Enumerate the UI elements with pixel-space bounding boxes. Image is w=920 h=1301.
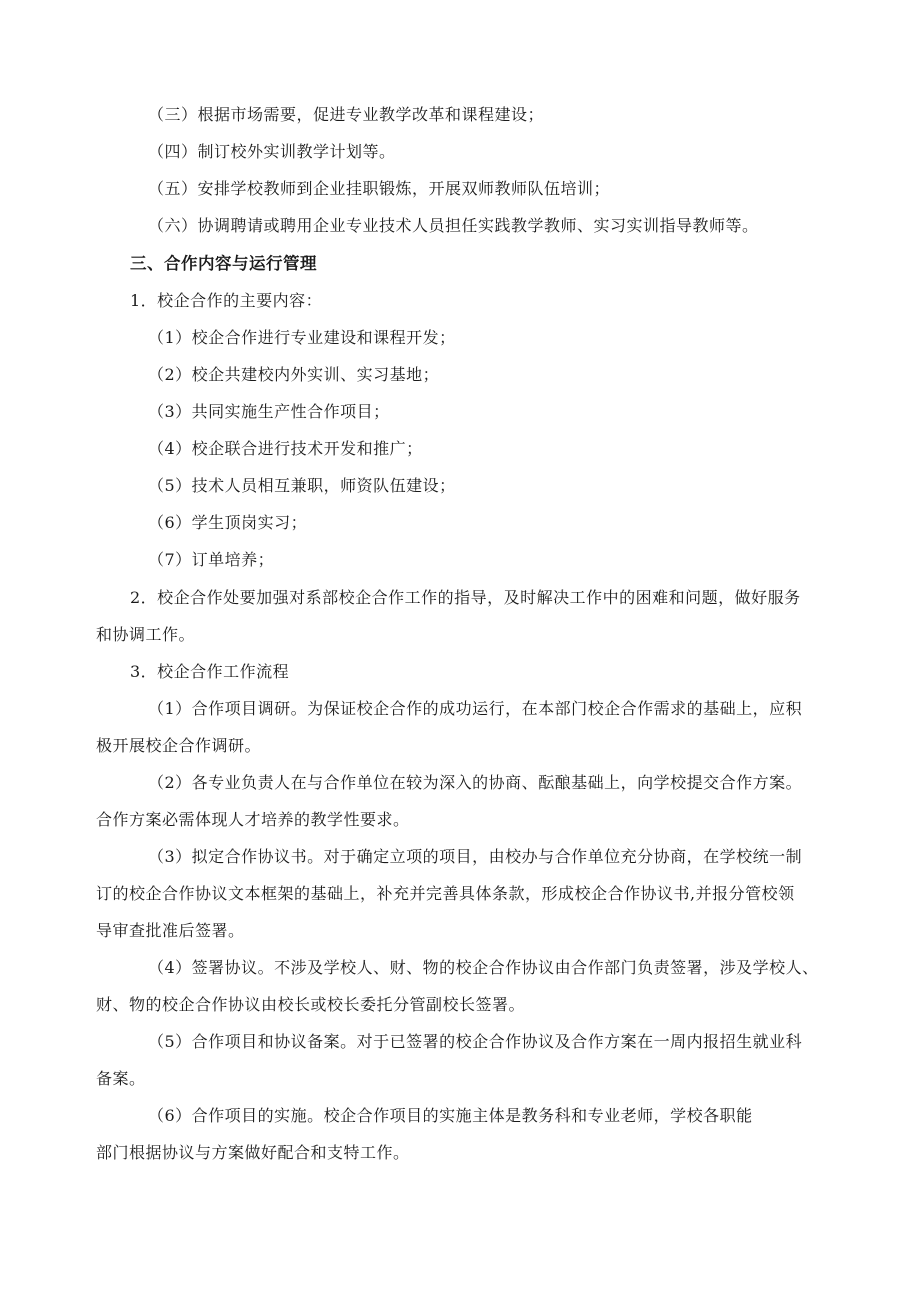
- text-line: 导审查批准后签署。: [96, 921, 245, 940]
- text-line: 部门根据协议与方案做好配合和支特工作。: [96, 1143, 410, 1162]
- text-line: （1）校企合作进行专业建设和课程开发；: [148, 328, 456, 347]
- text-line: （4）签署协议。不涉及学校人、财、物的校企合作协议由合作部门负责签署，涉及学校人、: [148, 958, 819, 977]
- text-line: （2）各专业负责人在与合作单位在较为深入的协商、酝酿基础上，向学校提交合作方案。: [148, 773, 803, 792]
- text-line: 订的校企合作协议文本框架的基础上，补充并完善具体条款，形成校企合作协议书,并报分管校领: [96, 884, 795, 903]
- section-heading: 三、合作内容与运行管理: [130, 254, 317, 273]
- text-line: （四）制订校外实训教学计划等。: [148, 142, 396, 161]
- text-line: 2．校企合作处要加强对系部校企合作工作的指导，及时解决工作中的困难和问题，做好服务: [130, 588, 801, 607]
- text-line: （3）拟定合作协议书。对于确定立项的项目，由校办与合作单位充分协商，在学校统一制: [148, 847, 803, 866]
- text-line: （4）校企联合进行技术开发和推广；: [148, 439, 423, 458]
- text-line: 1．校企合作的主要内容：: [130, 291, 323, 310]
- text-line: 备案。: [96, 1069, 146, 1088]
- text-line: （五）安排学校教师到企业挂职锻炼，开展双师教师队伍培训；: [148, 179, 611, 198]
- text-line: 3．校企合作工作流程: [130, 662, 290, 681]
- text-line: （7）订单培养；: [148, 550, 275, 569]
- text-line: （三）根据市场需要，促进专业教学改革和课程建设；: [148, 105, 545, 124]
- text-line: 极开展校企合作调研。: [96, 736, 262, 755]
- text-line: 和协调工作。: [96, 625, 196, 644]
- text-line: 合作方案必需体现人才培养的教学性要求。: [96, 810, 410, 829]
- text-line: （5）技术人员相互兼职，师资队伍建设；: [148, 476, 456, 495]
- text-line: （1）合作项目调研。为保证校企合作的成功运行，在本部门校企合作需求的基础上，应积: [148, 699, 803, 718]
- text-line: （3）共同实施生产性合作项目；: [148, 402, 390, 421]
- text-line: （六）协调聘请或聘用企业专业技术人员担任实践教学教师、实习实训指导教师等。: [148, 216, 759, 235]
- text-line: （5）合作项目和协议备案。对于已签署的校企合作协议及合作方案在一周内报招生就业科: [148, 1032, 803, 1051]
- text-line: （2）校企共建校内外实训、实习基地；: [148, 365, 440, 384]
- text-line: 财、物的校企合作协议由校长或校长委托分管副校长签署。: [96, 995, 526, 1014]
- text-line: （6）学生顶岗实习；: [148, 513, 308, 532]
- text-line: （6）合作项目的实施。校企合作项目的实施主体是教务科和专业老师，学校各职能: [148, 1106, 753, 1125]
